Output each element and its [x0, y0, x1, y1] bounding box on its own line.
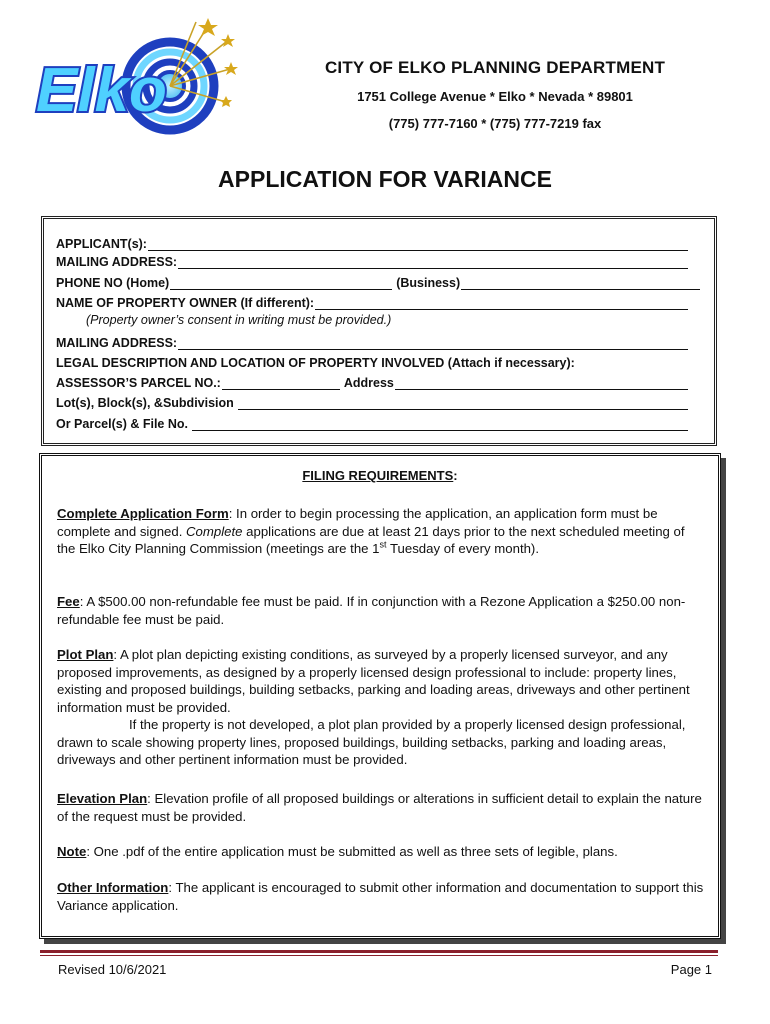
complete-application-label: Complete Application Form — [57, 506, 229, 521]
filing-requirements-box — [39, 453, 721, 939]
parcel-file-field — [56, 411, 688, 431]
applicants-label: APPLICANT(s): — [56, 237, 147, 251]
complete-application-paragraph — [57, 505, 705, 558]
phone-home-label: PHONE NO (Home) — [56, 276, 170, 290]
page-number: Page 1 — [670, 962, 712, 977]
plot-plan-text: : A plot plan depicting existing conditions, as surveyed by a properly licensed surveyor, and any proposed improvements, as designed by a properly licensed design professional to include: property lines, existing and proposed buildings, building setbacks, parking and loading areas, driveways and other pertinent information must be provided. — [57, 647, 690, 715]
parcel-address-field — [56, 370, 688, 390]
document-title: APPLICATION FOR VARIANCE — [218, 166, 552, 192]
address-line[interactable] — [395, 375, 688, 390]
applicants-field — [56, 231, 688, 251]
mailing-address-2-label: MAILING ADDRESS: — [56, 336, 178, 350]
lots-blocks-label: Lot(s), Block(s), &Subdivision — [56, 396, 234, 410]
department-phone: (775) 777-7160 * (775) 777-7219 fax — [388, 116, 602, 131]
applicant-info-box — [41, 216, 717, 446]
mailing-address-field — [56, 249, 688, 269]
complete-text-3: Tuesday of every month). — [386, 541, 539, 556]
complete-text-2: applications are due at least 21 days prior to the next scheduled meeting of the Elko City Planning Commission (meetings are the 1 — [57, 523, 685, 556]
mailing-address-line[interactable] — [178, 254, 688, 269]
other-information-label: Other Information — [57, 880, 169, 895]
elko-logo-graphic — [30, 14, 240, 144]
property-owner-line[interactable] — [315, 295, 688, 310]
legal-description-label: LEGAL DESCRIPTION AND LOCATION OF PROPERTY INVOLVED (Attach if necessary): — [56, 356, 575, 370]
phone-business-line[interactable] — [461, 275, 700, 290]
department-address: 1751 College Avenue * Elko * Nevada * 89801 — [357, 89, 633, 104]
fee-label: Fee — [57, 594, 80, 609]
parcel-number-line[interactable] — [222, 375, 340, 390]
other-information-paragraph — [57, 879, 705, 914]
lots-blocks-field — [56, 390, 688, 410]
footer-rule — [40, 950, 718, 953]
parcel-number-label: ASSESSOR’S PARCEL NO.: — [56, 376, 221, 390]
property-owner-label: NAME OF PROPERTY OWNER (If different): — [56, 296, 315, 310]
elevation-plan-label: Elevation Plan — [57, 791, 148, 806]
fee-text: : A $500.00 non-refundable fee must be paid. If in conjunction with a Rezone Application a $250.00 non-refundable fee must be paid. — [57, 594, 686, 627]
phone-business-label: (Business) — [396, 276, 461, 290]
revised-date: Revised 10/6/2021 — [58, 962, 167, 977]
filing-heading — [42, 468, 718, 483]
mailing-address-2-line[interactable] — [178, 335, 688, 350]
address-label: Address — [343, 376, 394, 390]
note-label: Note — [57, 844, 87, 859]
property-owner-field — [56, 290, 688, 310]
legal-description-field — [56, 350, 688, 370]
plot-plan-paragraph — [57, 646, 705, 769]
city-logo — [30, 14, 240, 144]
plot-plan-label: Plot Plan — [57, 647, 114, 662]
department-title: CITY OF ELKO PLANNING DEPARTMENT — [324, 58, 666, 77]
mailing-address-label: MAILING ADDRESS: — [56, 255, 178, 269]
phone-home-line[interactable] — [170, 275, 392, 290]
elevation-plan-text: : Elevation profile of all proposed buildings or alterations in sufficient detail to explain the nature of the request must be provided. — [57, 791, 702, 824]
footer-rule-thin — [40, 955, 718, 956]
note-paragraph — [57, 843, 705, 861]
note-text: : One .pdf of the entire application must be submitted as well as three sets of legible, plans. — [86, 844, 618, 859]
filing-heading-colon: : — [453, 468, 458, 483]
complete-sup: st — [379, 539, 387, 550]
lots-blocks-line[interactable] — [238, 395, 688, 410]
elevation-plan-paragraph — [57, 790, 705, 825]
owner-consent-note: (Property owner’s consent in writing must be provided.) — [86, 313, 392, 327]
complete-italic: Complete — [186, 523, 243, 539]
complete-text-1: : In order to begin processing the application, an application form must be complete and signed. — [57, 506, 658, 539]
parcel-file-label: Or Parcel(s) & File No. — [56, 417, 188, 431]
filing-heading-text: FILING REQUIREMENTS — [302, 468, 454, 483]
mailing-address-2-field — [56, 330, 688, 350]
parcel-file-line[interactable] — [192, 416, 688, 431]
fee-paragraph — [57, 593, 705, 628]
logo-text: Elko — [36, 56, 167, 125]
other-information-text: : The applicant is encouraged to submit other information and documentation to support this Variance application. — [57, 880, 704, 913]
phone-field — [56, 270, 700, 290]
plot-plan-text-2: If the property is not developed, a plot plan provided by a properly licensed design professional, drawn to scale showing property lines, proposed buildings, building setbacks, parking and loading areas, driveways and other pertinent information must be provided. — [57, 717, 686, 767]
